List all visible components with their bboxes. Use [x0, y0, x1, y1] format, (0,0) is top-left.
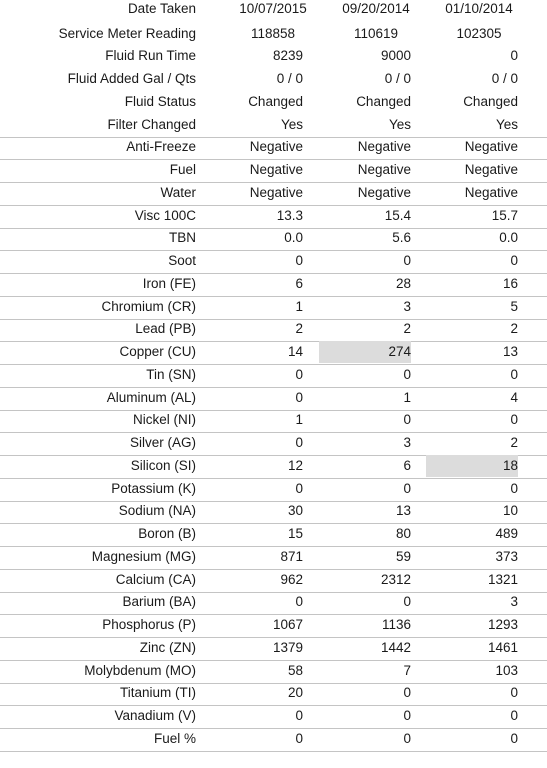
row-label: Sodium (NA) [118, 503, 196, 519]
row-value: 0 / 0 [384, 71, 411, 86]
table-row [0, 364, 547, 388]
row-value: 30 [287, 503, 303, 519]
row-value: 0 [510, 708, 518, 723]
table-row [0, 205, 547, 229]
row-value: 5 [510, 298, 518, 314]
row-value: 0 [403, 708, 411, 723]
table-row [0, 45, 547, 68]
row-label: Magnesium (MG) [91, 548, 196, 564]
row-label: Fluid Status [124, 93, 196, 109]
row-label: Anti-Freeze [126, 139, 196, 155]
row-value: 2 [510, 435, 518, 450]
row-value: 0 [403, 412, 411, 428]
row-value: 103 [495, 662, 518, 678]
row-value: 962 [280, 571, 303, 587]
table-row [0, 614, 547, 638]
table-row [0, 500, 547, 524]
row-value: Negative [357, 139, 411, 155]
row-value: 1 [295, 298, 303, 314]
row-value: 0 [403, 594, 411, 610]
row-value: 1321 [487, 571, 518, 587]
row-label: Phosphorus (P) [102, 617, 196, 632]
row-value: 0 [403, 253, 411, 268]
row-value: 15.7 [491, 207, 518, 223]
row-value: 0 [295, 708, 303, 723]
table-row [0, 318, 547, 342]
row-label: Tin (SN) [146, 366, 196, 382]
row-value: 9000 [380, 48, 411, 64]
row-value: 0 [295, 594, 303, 610]
row-label: Filter Changed [107, 116, 196, 132]
row-value: Negative [249, 139, 303, 155]
row-value: 13.3 [276, 207, 303, 223]
row-value: 0 [403, 685, 411, 701]
row-value: Negative [357, 184, 411, 200]
row-value: Negative [249, 162, 303, 177]
row-value: 274 [319, 341, 411, 363]
row-value: 12 [287, 457, 303, 473]
row-label: Calcium (CA) [115, 571, 196, 587]
row-value: Yes [388, 116, 411, 132]
row-value: 1293 [487, 617, 518, 632]
row-label: Barium (BA) [122, 594, 196, 610]
row-label: Lead (PB) [135, 321, 196, 337]
row-value: 0.0 [499, 230, 518, 246]
row-value: 0 [295, 389, 303, 405]
table-row [0, 478, 547, 502]
table-row [0, 250, 547, 274]
row-value: 0 [295, 730, 303, 746]
row-label: Soot [168, 253, 196, 268]
row-value: 1 [403, 389, 411, 405]
row-value: 5.6 [392, 230, 411, 246]
table-row [0, 409, 547, 433]
table-row [0, 227, 547, 251]
row-label: Nickel (NI) [133, 412, 196, 428]
row-value: 0 [295, 435, 303, 450]
row-value: 2 [403, 321, 411, 337]
row-value: 0 [295, 480, 303, 496]
row-value: 3 [403, 435, 411, 450]
row-value: 0 [295, 366, 303, 382]
row-value: 0 [510, 685, 518, 701]
row-value: 10 [502, 503, 518, 519]
row-label: Fluid Run Time [105, 48, 196, 64]
column-date-3: 01/10/2014 [445, 1, 513, 16]
table-row [0, 455, 547, 479]
table-row [0, 432, 547, 456]
column-date-2: 09/20/2014 [342, 1, 410, 16]
table-row [0, 637, 547, 661]
row-value: 0 [403, 480, 411, 496]
row-value: Changed [248, 93, 303, 109]
row-value: Negative [464, 162, 518, 177]
row-value: 1461 [487, 639, 518, 655]
row-label: Aluminum (AL) [106, 389, 196, 405]
row-value: 80 [395, 526, 411, 541]
table-row [0, 682, 547, 706]
row-label: Fuel % [153, 730, 196, 746]
table-row [0, 569, 547, 593]
row-value: Yes [495, 116, 518, 132]
row-value: 8239 [272, 48, 303, 64]
row-value: 0 [510, 48, 518, 64]
row-label: Silver (AG) [129, 435, 196, 450]
row-label: Chromium (CR) [101, 298, 196, 314]
row-label: Boron (B) [138, 526, 196, 541]
row-value: 0 [403, 366, 411, 382]
row-value: 4 [510, 389, 518, 405]
table-row [0, 705, 547, 729]
row-label: Silicon (SI) [130, 457, 196, 473]
row-value: 6 [403, 457, 411, 473]
row-value: 1067 [272, 617, 303, 632]
row-value: 1442 [380, 639, 411, 655]
row-value: 13 [395, 503, 411, 519]
row-value: Yes [280, 116, 303, 132]
table-row [0, 341, 547, 365]
row-value: Negative [249, 184, 303, 200]
row-value: 0 / 0 [491, 71, 518, 86]
table-row [0, 546, 547, 570]
row-value: Changed [463, 93, 518, 109]
row-value: Negative [464, 139, 518, 155]
row-value: 0 [403, 730, 411, 746]
row-value: 28 [395, 275, 411, 291]
row-label: Water [160, 184, 196, 200]
row-value: 0.0 [284, 230, 303, 246]
row-label: Titanium (TI) [119, 685, 196, 701]
table-row [0, 159, 547, 183]
row-label: Potassium (K) [111, 480, 196, 496]
table-row [0, 91, 547, 114]
table-row [0, 523, 547, 547]
row-label: Service Meter Reading [58, 25, 196, 41]
row-value: 102305 [456, 25, 502, 41]
header-label: Date Taken [127, 1, 196, 16]
row-value: Negative [464, 184, 518, 200]
row-value: Negative [357, 162, 411, 177]
row-value: 16 [502, 275, 518, 291]
row-label: Vanadium (V) [114, 708, 196, 723]
row-value: 3 [403, 298, 411, 314]
row-value: 1136 [381, 617, 411, 632]
row-value: 2 [295, 321, 303, 337]
row-value: 0 [510, 366, 518, 382]
row-label: Fuel [169, 162, 196, 177]
row-value: 0 [295, 253, 303, 268]
table-row [0, 114, 547, 138]
row-value: 7 [403, 662, 411, 678]
column-date-1: 10/07/2015 [239, 1, 307, 16]
row-value: 118858 [250, 25, 296, 41]
row-label: Copper (CU) [119, 344, 196, 359]
row-value: 1 [295, 412, 303, 428]
header-row [0, 0, 547, 23]
row-value: 489 [495, 526, 518, 541]
row-value: 373 [495, 548, 518, 564]
table-row [0, 23, 547, 46]
table-row [0, 728, 547, 752]
row-value: 0 [510, 253, 518, 268]
row-value: 18 [426, 455, 518, 477]
table-row [0, 68, 547, 91]
row-label: Iron (FE) [142, 275, 196, 291]
row-value: 0 [510, 730, 518, 746]
row-value: Changed [356, 93, 411, 109]
row-value: 20 [287, 685, 303, 701]
table-row [0, 273, 547, 297]
row-value: 14 [287, 344, 303, 359]
row-label: Fluid Added Gal / Qts [67, 71, 196, 86]
row-value: 15.4 [384, 207, 411, 223]
table-row [0, 136, 547, 160]
row-value: 871 [280, 548, 303, 564]
table-row [0, 182, 547, 206]
row-value: 15 [287, 526, 303, 541]
row-value: 0 [510, 480, 518, 496]
table-row [0, 591, 547, 615]
row-value: 2312 [380, 571, 411, 587]
row-label: TBN [169, 230, 196, 246]
row-label: Molybdenum (MO) [84, 662, 196, 678]
row-value: 0 / 0 [276, 71, 303, 86]
row-value: 110619 [353, 25, 399, 41]
row-value: 58 [287, 662, 303, 678]
table-row [0, 296, 547, 320]
row-value: 0 [510, 412, 518, 428]
row-value: 3 [510, 594, 518, 610]
row-value: 13 [502, 344, 518, 359]
row-value: 2 [510, 321, 518, 337]
row-value: 59 [395, 548, 411, 564]
row-value: 1379 [272, 639, 303, 655]
table-row [0, 387, 547, 411]
row-value: 6 [295, 275, 303, 291]
table-row [0, 660, 547, 684]
row-label: Visc 100C [134, 207, 196, 223]
row-label: Zinc (ZN) [139, 639, 196, 655]
